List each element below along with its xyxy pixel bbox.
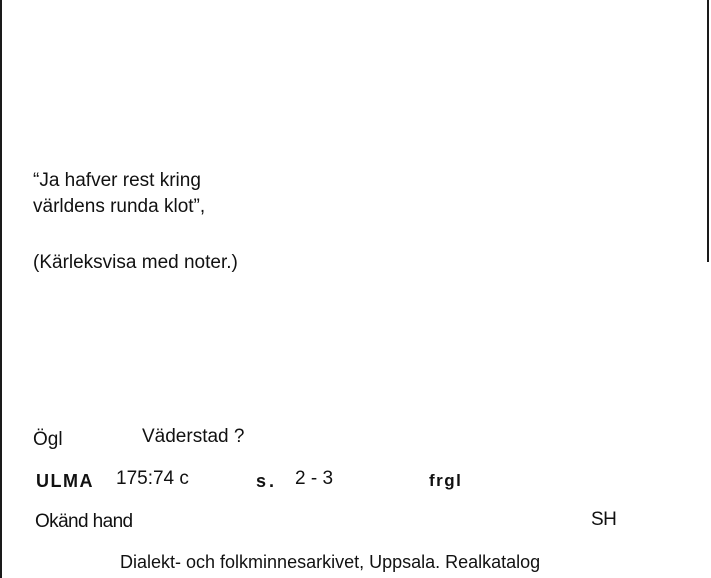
song-description: (Kärleksvisa med noter.)	[33, 252, 238, 273]
record-type: frgl	[429, 471, 463, 490]
card-right-border	[707, 0, 709, 262]
song-title-line-1: “Ja hafver rest kring	[33, 170, 201, 191]
song-title-line-2: världens runda klot”,	[33, 196, 206, 217]
archive-code: ULMA	[36, 471, 94, 491]
region-label: Ögl	[33, 429, 63, 450]
archive-footer: Dialekt- och folkminnesarkivet, Uppsala. Realkatalog	[120, 552, 541, 572]
hand-label: Okänd hand	[35, 511, 133, 532]
page-label: s.	[256, 471, 278, 491]
page-range: 2 - 3	[295, 468, 334, 489]
place-label: Väderstad ?	[142, 426, 245, 447]
initials: SH	[591, 509, 617, 530]
record-number: 175:74 c	[116, 468, 189, 489]
card-left-border	[0, 0, 2, 578]
